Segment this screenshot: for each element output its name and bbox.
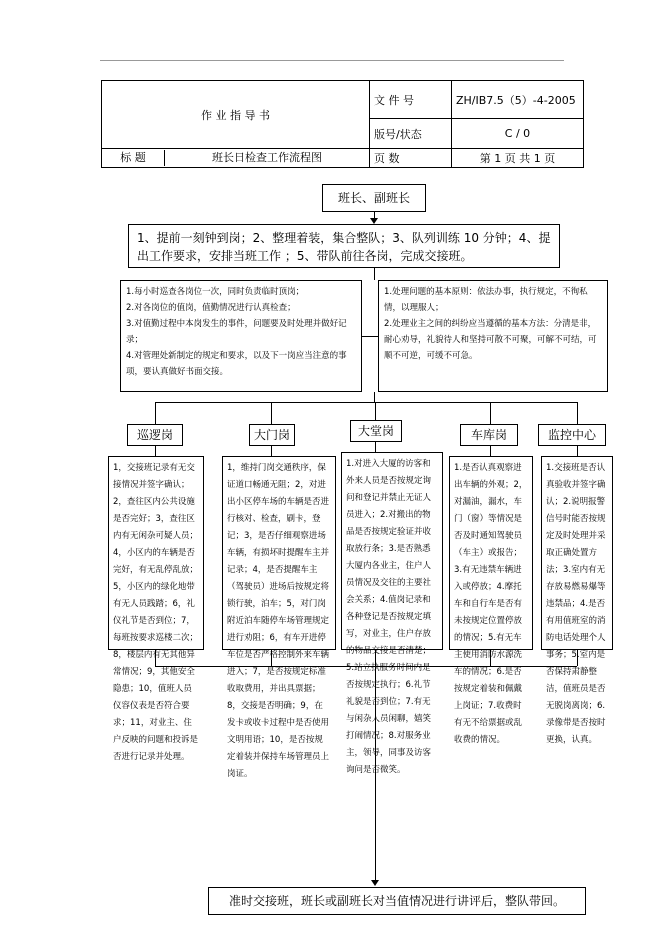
gate-checklist: 1，维持门岗交通秩序，保证道口畅通无阻；2，对进出小区停车场的车辆是否进行核对、检查，刷卡，登记；3，是否仔细观察进场车辆，有损坏时提醒车主并记录；4，是否提醒车主（驾驶员）进场后按规定将锁行驶，泊车；5，对门岗附近泊车随停车场管理规定进行劝阻；6，有车开进停车位是否严格控制外来车辆进入；7，是否按规定标准收取费用，并出具票据；8，交接是否明确；9，在发卡或收卡过程中是否使用文明用语；10，是否按规定着装并保持车场管理员上岗证。 [222,456,336,650]
connector [155,402,156,424]
post-label-monitoring: 监控中心 [538,424,606,446]
patrol-checklist: 1，交接班记录有无交接情况并签字确认；2，查往区内公共设施是否完好；3，查往区内有无闲杂可疑人员；4，小区内的车辆是否完好，有无乱停乱放；5，小区内的绿化地带有无人员践踏；6，礼仪礼节是否到位；7，每班按要求巡楼二次；8，楼层内有无其他异常情况；9，其他安全隐患；10，值班人员仪容仪表是否符合要求；11，对业主、住户反映的问题和投诉是否进行记录并处理。 [108,456,204,650]
post-label-gate: 大门岗 [249,424,295,446]
version-value: C / 0 [452,119,584,149]
connector [362,336,378,337]
connector [490,446,491,456]
connector [271,402,272,424]
monitoring-checklist: 1.交接班是否认真验收并签字确认；2.说明报警信号时能否按规定及时处理并采取正确处置方法；3.室内有无存放易燃易爆等违禁品；4.是否有用值班室的消防电话处理个人事务；5.室内是否保持肃静整洁，值班员是否无脱岗离岗；6.录像带是否按时更换，认真。 [541,456,613,650]
connector [374,392,375,402]
connector [375,402,376,420]
intro-steps-box: 1、提前一刻钟到岗；2、整理着装，集合整队；3、队列训练 10 分钟；4、提出工作要求，安排当班工作 ；5、带队前往各岗，完成交接班。 [128,224,560,268]
connector [375,442,376,452]
lobby-checklist: 1.对进入大厦的访客和外来人员是否按规定询问和登记并禁止无证人员进入；2.对搬出的物品是否按规定验证并收取放行条；3.是否熟悉大厦内各业主，住户人员情况及交往的主要社会关系；4.值岗记录和各种登记是否按规定填写，对业主，住户存放的物品交接是否清楚；5.站立执服务时间内是否按规定执行；6.礼节礼貌是否到位；7.有无与闲杂人员闲聊，嬉笑打闹情况；8.对服务业主，领导，同事及访客询问是否微笑。 [341,452,443,650]
page-value: 第 1 页 共 1 页 [452,149,584,168]
connector [374,268,375,280]
connector [155,402,577,403]
garage-checklist: 1.是否认真观察进出车辆的外观；2，对漏油，漏水，车门（窗）等情况是否及时通知驾驶员（车主）或报告；3.有无违禁车辆进入或停放；4.摩托车和自行车是否有未按规定位置停放的情况；5.有无车主使用消防水源洗车的情况；6.是否按规定着装和佩戴上岗证；7.收费时有无不给票据或乱收费的情况。 [449,456,533,650]
doc-title: 作 业 指 导 书 [102,81,370,149]
principle-line: 2.处理业主之间的纠纷应当遵循的基本方法：分清是非，耐心劝导，礼貌待人和坚持可散不可聚，可解不可结，可顺不可逆，可缓不可急。 [384,319,597,361]
duty-line: 1.每小时巡查各岗位一次，同时负责临时顶岗； [126,287,305,297]
squad-leader-duties-box [120,280,362,392]
version-label: 版号/状态 [370,119,452,149]
post-label-garage: 车库岗 [460,424,518,446]
start-node-box: 班长、副班长 [322,184,426,212]
subject-label: 标 题 [102,150,165,166]
principle-line: 1.处理问题的基本原则：依法办事，执行规定，不徇私情，以理服人； [384,287,588,313]
arrow-down-icon [371,880,379,886]
document-header-table [101,80,584,168]
connector [490,402,491,424]
final-step-box: 准时交接班，班长或副班长对当值情况进行讲评后，整队带回。 [208,887,586,915]
connector [271,446,272,456]
page-label: 页 数 [370,149,452,168]
file-no-value: ZH/IB7.5（5）-4-2005 [452,81,584,119]
header-rule [100,60,564,61]
connector [155,446,156,456]
duty-line: 3.对值勤过程中本岗发生的事件，问题要及时处理并做好记录； [126,319,347,345]
duty-line: 2.对各岗位的值岗，值勤情况进行认真检查； [126,303,296,313]
duty-line: 4.对管理处新制定的规定和要求，以及下一岗应当注意的事项，要认真做好书面交接。 [126,351,347,377]
connector [577,446,578,456]
file-no-label: 文 件 号 [370,81,452,119]
subject-value: 班长日检查工作流程图 [212,151,322,164]
principles-box [378,280,608,392]
post-label-patrol: 巡逻岗 [127,424,183,446]
post-label-lobby: 大堂岗 [350,420,402,442]
subject-row [102,149,370,168]
connector [577,402,578,424]
